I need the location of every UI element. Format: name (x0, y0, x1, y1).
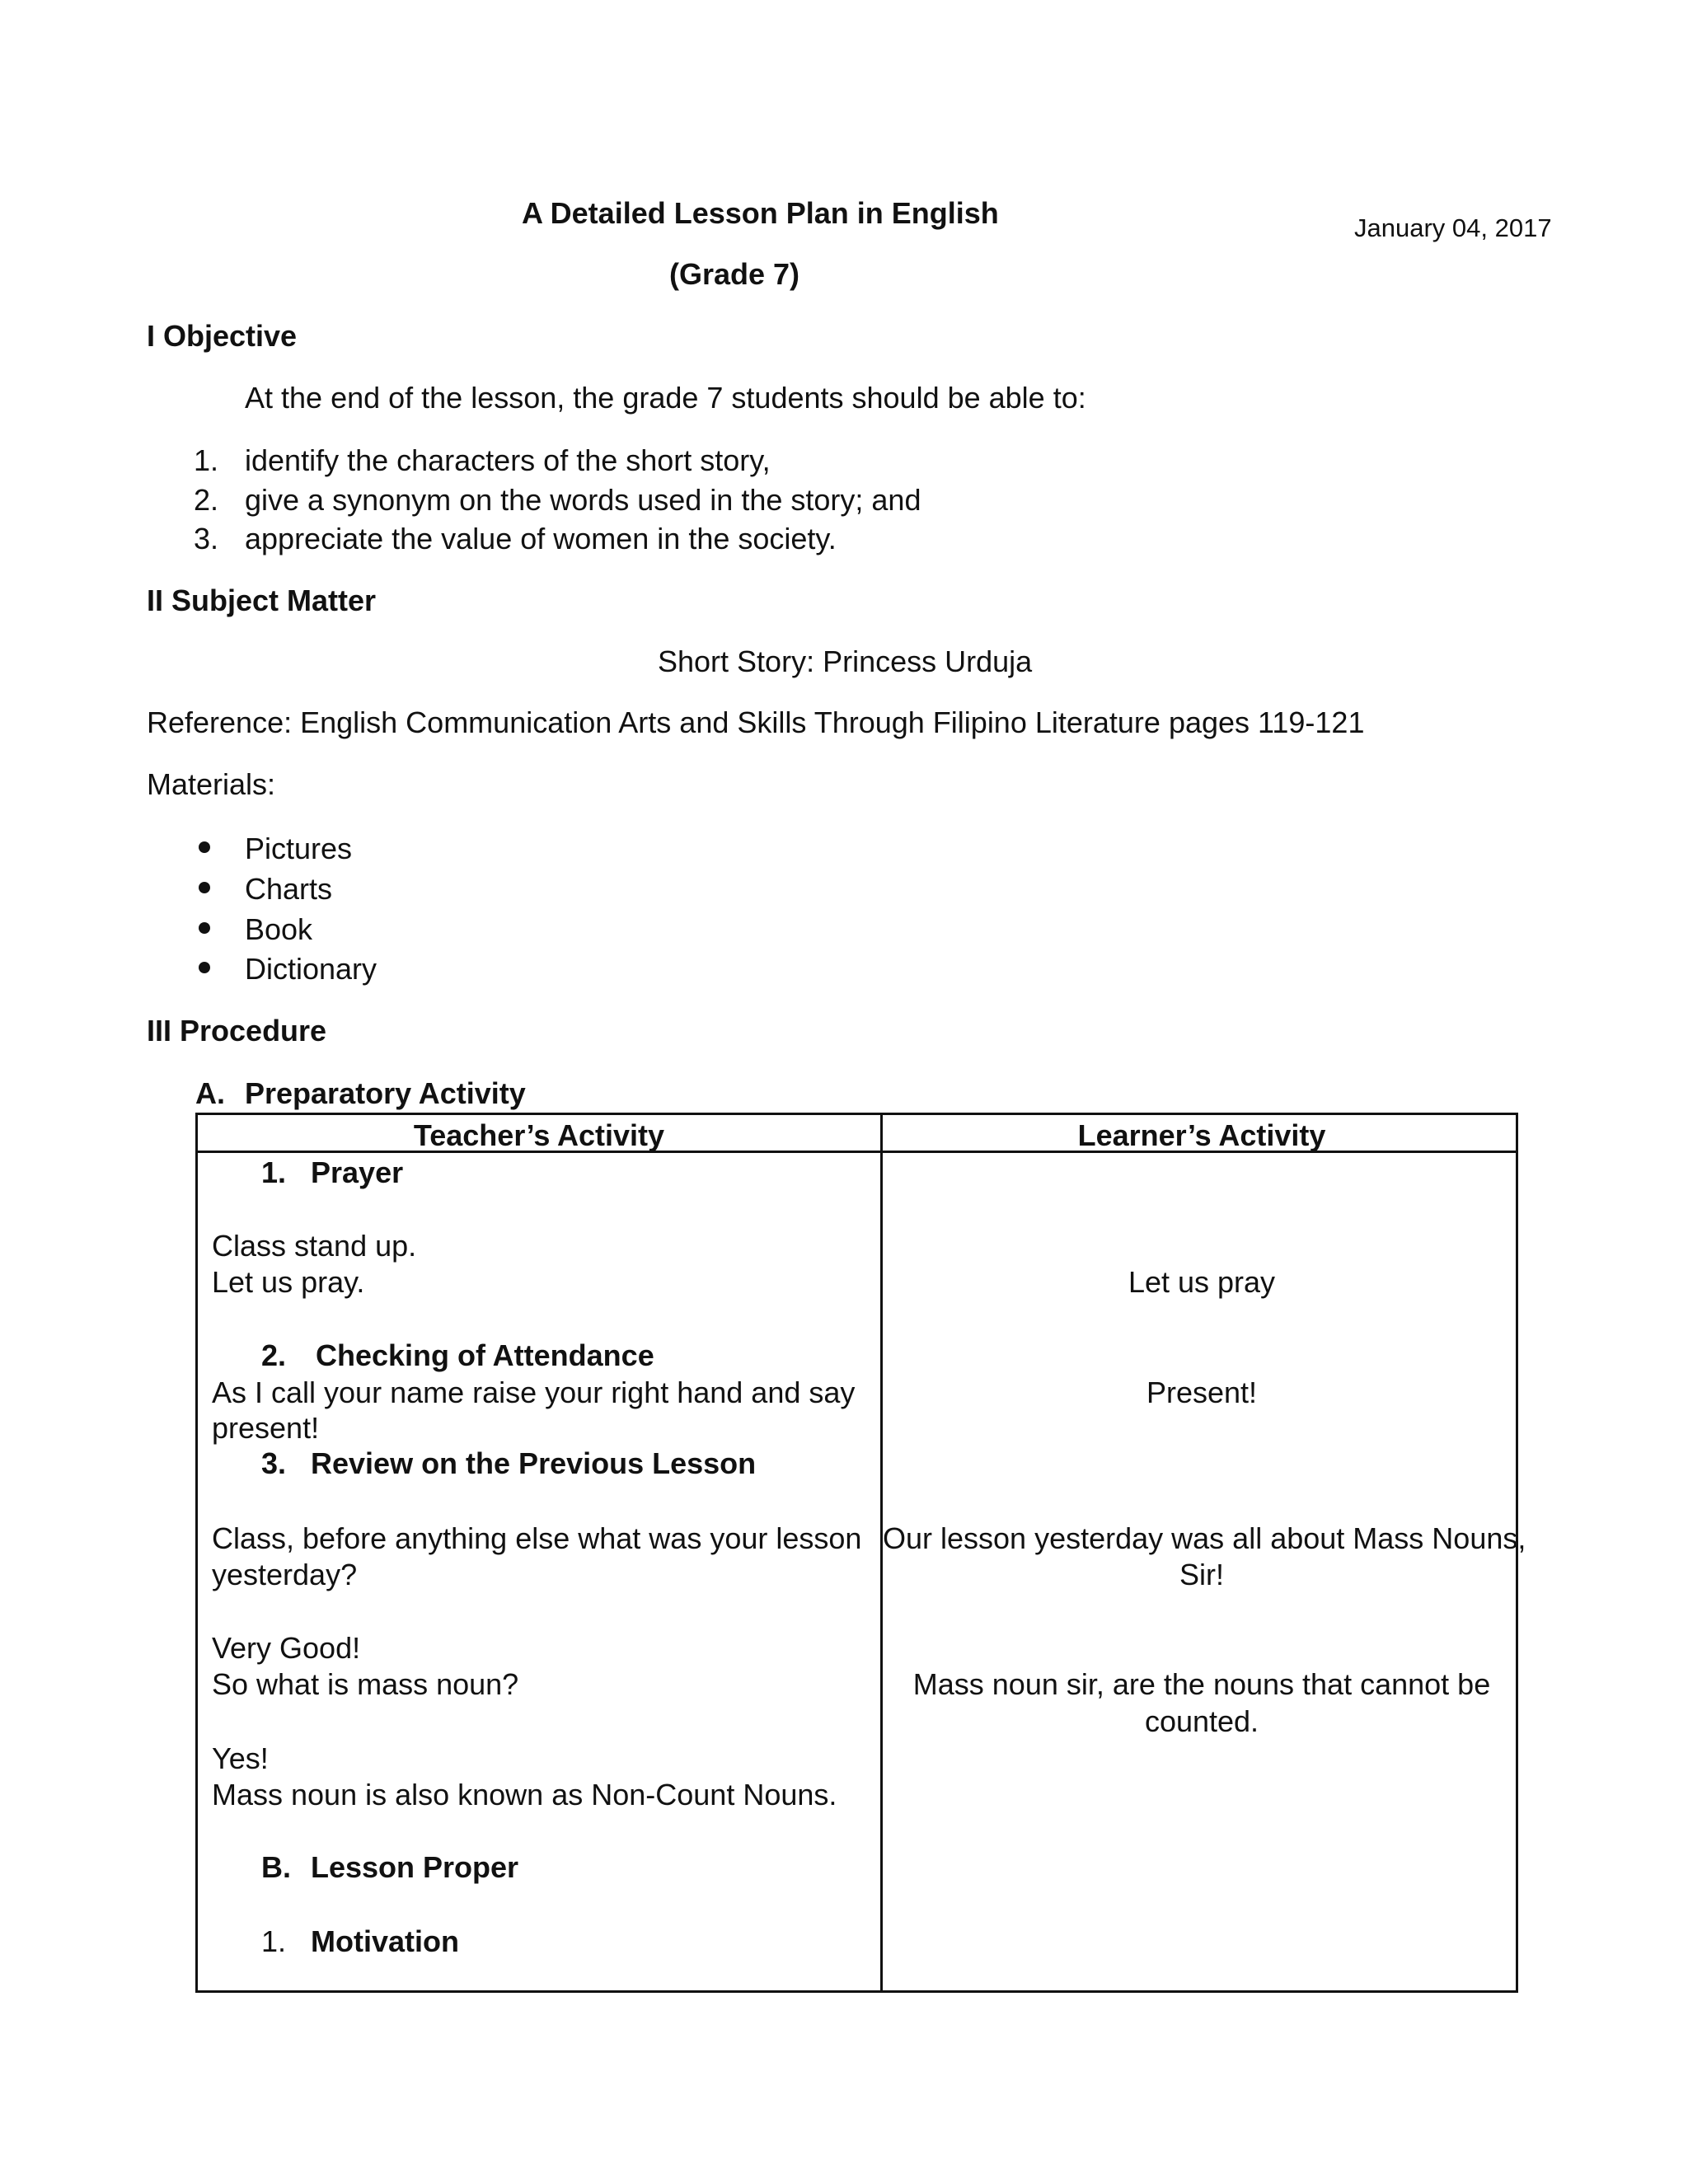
teacher-line: Class, before anything else what was your lesson (212, 1521, 862, 1555)
section-letter: A. (195, 1076, 225, 1110)
reference-text: Reference: English Communication Arts and Skills Through Filipino Literature pages 119-121 (147, 705, 1365, 739)
procedure-heading: III Procedure (147, 1014, 327, 1047)
attendance-title: Checking of Attendance (316, 1338, 654, 1372)
attendance-number: 2. (261, 1338, 287, 1372)
grade-label: (Grade 7) (669, 257, 800, 291)
learner-line: counted. (1144, 1704, 1259, 1738)
list-number: 2. (193, 483, 218, 517)
objective-heading: I Objective (147, 319, 298, 353)
teacher-line: Mass noun is also known as Non-Count Nouns. (212, 1778, 837, 1811)
list-number: 1. (193, 443, 218, 477)
list-item: Pictures (245, 832, 353, 865)
list-item: Book (245, 912, 313, 946)
lesson-proper-letter: B. (261, 1850, 291, 1884)
bullet-icon (199, 841, 210, 853)
teacher-line: So what is mass noun? (212, 1667, 519, 1701)
teacher-line: As I call your name raise your right hand and say (212, 1376, 856, 1409)
list-item: Dictionary (245, 952, 377, 986)
prayer-title: Prayer (311, 1155, 404, 1189)
objective-intro: At the end of the lesson, the grade 7 students should be able to: (245, 381, 1086, 415)
prayer-number: 1. (261, 1155, 287, 1189)
preparatory-activity-heading: Preparatory Activity (245, 1076, 526, 1110)
learner-line: Sir! (1179, 1558, 1224, 1591)
bullet-icon (199, 962, 210, 973)
learner-line: Mass noun sir, are the nouns that cannot be (912, 1667, 1491, 1701)
motivation-number: 1. (261, 1924, 287, 1958)
activity-table (195, 1113, 1526, 1993)
list-item: identify the characters of the short story, (245, 443, 771, 477)
header-learner-activity: Learner’s Activity (1077, 1118, 1326, 1152)
teacher-line: present! (212, 1411, 320, 1445)
review-number: 3. (261, 1446, 287, 1480)
learner-line: Let us pray (1128, 1265, 1276, 1299)
motivation-title: Motivation (311, 1924, 459, 1958)
teacher-line: Let us pray. (212, 1265, 365, 1299)
lesson-proper-title: Lesson Proper (311, 1850, 519, 1884)
header-teacher-activity: Teacher’s Activity (413, 1118, 665, 1152)
teacher-line: yesterday? (212, 1558, 358, 1591)
materials-label: Materials: (147, 767, 276, 801)
document-date: January 04, 2017 (1354, 213, 1552, 242)
list-item: appreciate the value of women in the society. (245, 522, 837, 555)
teacher-line: Class stand up. (212, 1229, 417, 1263)
list-item: give a synonym on the words used in the story; and (245, 483, 921, 517)
review-title: Review on the Previous Lesson (311, 1446, 757, 1480)
document-title: A Detailed Lesson Plan in English (522, 196, 999, 230)
short-story-title: Short Story: Princess Urduja (658, 644, 1033, 678)
teacher-line: Yes! (212, 1741, 269, 1775)
list-number: 3. (193, 522, 218, 555)
learner-line: Present! (1146, 1376, 1258, 1409)
list-item: Charts (245, 872, 333, 906)
bullet-icon (199, 882, 210, 893)
learner-line: Our lesson yesterday was all about Mass Nouns, (883, 1521, 1526, 1555)
teacher-line: Very Good! (212, 1631, 361, 1665)
subject-matter-heading: II Subject Matter (147, 583, 377, 617)
bullet-icon (199, 922, 210, 934)
